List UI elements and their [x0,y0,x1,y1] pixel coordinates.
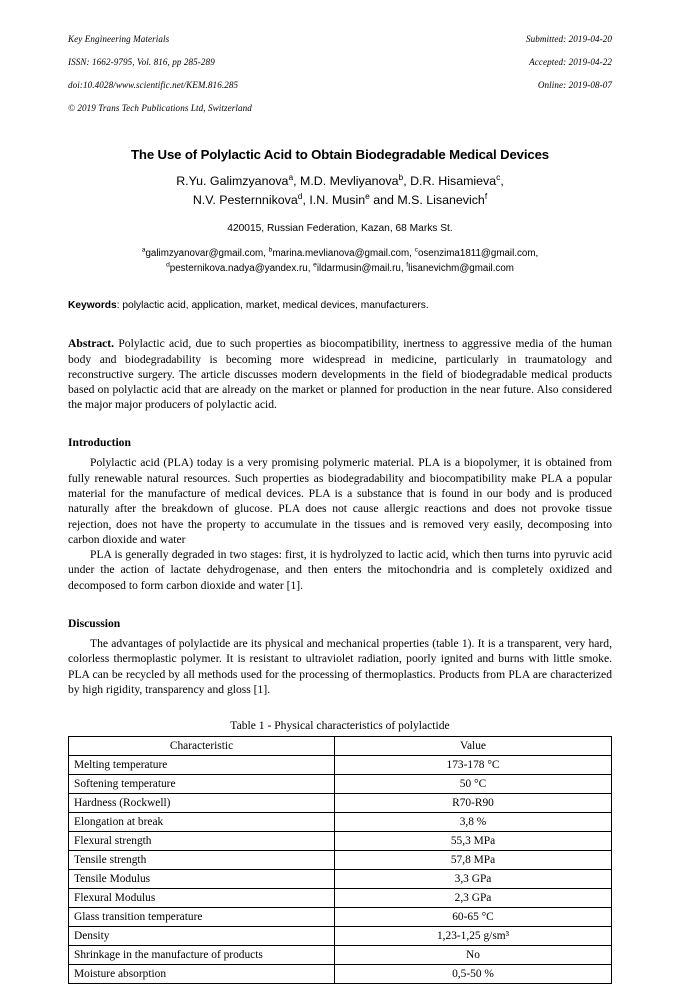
cell-value: 3,8 % [335,813,612,832]
affiliation: 420015, Russian Federation, Kazan, 68 Marks St. [227,223,453,235]
cell-characteristic: Tensile Modulus [69,870,335,889]
affiliation-marker: e [313,261,317,269]
journal-copyright: © 2019 Trans Tech Publications Ltd, Switzerland [68,103,252,114]
cell-characteristic: Density [69,927,335,946]
author-name: , D.R. Hisamieva [403,174,497,189]
affiliation-marker: a [141,247,146,255]
affiliation-marker: d [166,261,170,269]
cell-characteristic: Hardness (Rockwell) [69,794,335,813]
journal-issn-volume: ISSN: 1662-9795, Vol. 816, pp 285-289 [68,56,215,67]
accepted-date: Accepted: 2019-04-22 [529,56,612,67]
cell-characteristic: Shrinkage in the manufacture of products [69,946,335,965]
email-address: lisanevichm@gmail.com [408,262,514,274]
submitted-date: Submitted: 2019-04-20 [525,33,612,44]
cell-value: 57,8 MPa [335,851,612,870]
physical-characteristics-table [68,736,612,984]
email-address: pesternikova.nadya@yandex.ru, [169,262,314,274]
keywords-label: Keywords [68,300,117,312]
keywords-block [68,299,612,313]
table-row [69,756,612,775]
email-line-2 [68,262,612,277]
column-header-characteristic: Characteristic [69,737,335,756]
column-header-value: Value [335,737,612,756]
author-line-1 [68,172,612,191]
cell-value: 60-65 °C [335,908,612,927]
cell-value: 1,23-1,25 g/sm³ [335,927,612,946]
cell-value: R70-R90 [335,794,612,813]
discussion-paragraph-1: The advantages of polylactide are its physical and mechanical properties (table 1). It is a transparent, very hard, colorless thermoplastic polymer. It is resistant to ultraviolet radiation, poorly ignited and burns with little smoke. PLA can be recycled by all methods used for the processing of thermoplastics. Products from PLA are characterized by high rigidity, transparency and gloss [1]. [68,637,612,696]
email-list [68,247,612,276]
table-row [69,965,612,984]
cell-value: 0,5-50 % [335,965,612,984]
author-line-2 [68,191,612,210]
keywords-separator: : [116,300,123,312]
table-row [69,832,612,851]
table-row [69,813,612,832]
journal-name: Key Engineering Materials [68,33,170,44]
author-list [68,172,612,210]
cell-characteristic: Melting temperature [69,756,335,775]
section-heading-discussion: Discussion [68,617,121,631]
email-address: galimzyanovar@gmail.com, [145,248,269,260]
email-address: marina.mevlianova@gmail.com, [272,248,415,260]
affiliation-marker: b [268,247,273,255]
journal-doi: doi:10.4028/www.scientific.net/KEM.816.285 [68,79,239,90]
cell-value: No [335,946,612,965]
email-line-1 [68,247,612,262]
table-row [69,889,612,908]
author-name: , M.D. Mevliyanova [293,174,399,189]
affiliation-marker: f [406,261,409,269]
email-address: ildarmusin@mail.ru, [316,262,407,274]
table-caption: Table 1 - Physical characteristics of polylactide [230,719,450,733]
table-body [69,756,612,984]
cell-characteristic: Softening temperature [69,775,335,794]
introduction-paragraph-2: PLA is generally degraded in two stages: first, it is hydrolyzed to lactic acid, which then turns into pyruvic acid under the action of lactate dehydrogenase, and then enters the mitochondria and is completely oxidized and decomposed to form carbon dioxide and water [1]. [68,548,612,592]
cell-value: 2,3 GPa [335,889,612,908]
author-name: R.Yu. Galimzyanova [176,174,289,189]
author-name: and M.S. Lisanevich [369,193,485,208]
table-row [69,908,612,927]
affiliation-marker: c [496,172,501,183]
table-row [69,851,612,870]
introduction-paragraph-1: Polylactic acid (PLA) today is a very promising polymeric material. PLA is a biopolymer, it is obtained from fully renewable natural resources. Such properties as biodegradability and biocompatibility make PLA a popular material for the manufacture of medical devices. PLA is a substance that is found in our body and is produced naturally after the breakdown of glucose. PLA does not cause allergic reactions and does not provoke tissue rejection, does not have the property to accumulate in the tissues and is removed very easily, decomposing into carbon dioxide and water [68,456,612,546]
table-row [69,870,612,889]
journal-info [68,22,252,126]
affiliation-marker: f [484,191,488,202]
table-row [69,794,612,813]
affiliation-marker: c [414,247,418,255]
table-header-row [69,737,612,756]
email-address: osenzima1811@gmail.com, [417,248,539,260]
table-row [69,927,612,946]
affiliation-marker: a [288,172,294,183]
affiliation-marker: e [365,191,370,202]
table-row [69,946,612,965]
author-name: , I.N. Musin [302,193,366,208]
author-name: , [500,174,504,189]
affiliation-marker: b [398,172,404,183]
affiliation-marker: d [297,191,303,202]
cell-value: 173-178 °C [335,756,612,775]
cell-characteristic: Elongation at break [69,813,335,832]
cell-value: 3,3 GPa [335,870,612,889]
table-head [69,737,612,756]
cell-characteristic: Glass transition temperature [69,908,335,927]
online-date: Online: 2019-08-07 [537,79,612,90]
running-header [68,22,612,126]
cell-characteristic: Moisture absorption [69,965,335,984]
author-name: N.V. Pesternnikova [192,193,298,208]
keywords-value: polylactic acid, application, market, medical devices, manufacturers. [122,300,429,312]
cell-characteristic: Flexural strength [69,832,335,851]
cell-characteristic: Flexural Modulus [69,889,335,908]
cell-characteristic: Tensile strength [69,851,335,870]
cell-value: 50 °C [335,775,612,794]
paper-title: The Use of Polylactic Acid to Obtain Biodegradable Medical Devices [130,147,550,163]
section-heading-introduction: Introduction [68,436,131,450]
table-row [69,775,612,794]
abstract-label: Abstract. [68,337,115,351]
submission-dates [526,22,612,103]
abstract-text: Polylactic acid, due to such properties as biocompatibility, inertness to aggressive media of the human body and biodegradability is becoming more widespread in medicine, particularly in traumatology and reconstructive surgery. The article discusses modern developments in the field of biodegradable medical products based on polylactic acid that are already on the market or planned for production in the near future. Also considered the major major producers of polylactic acid. [68,337,612,412]
cell-value: 55,3 MPa [335,832,612,851]
abstract-block [68,336,612,412]
